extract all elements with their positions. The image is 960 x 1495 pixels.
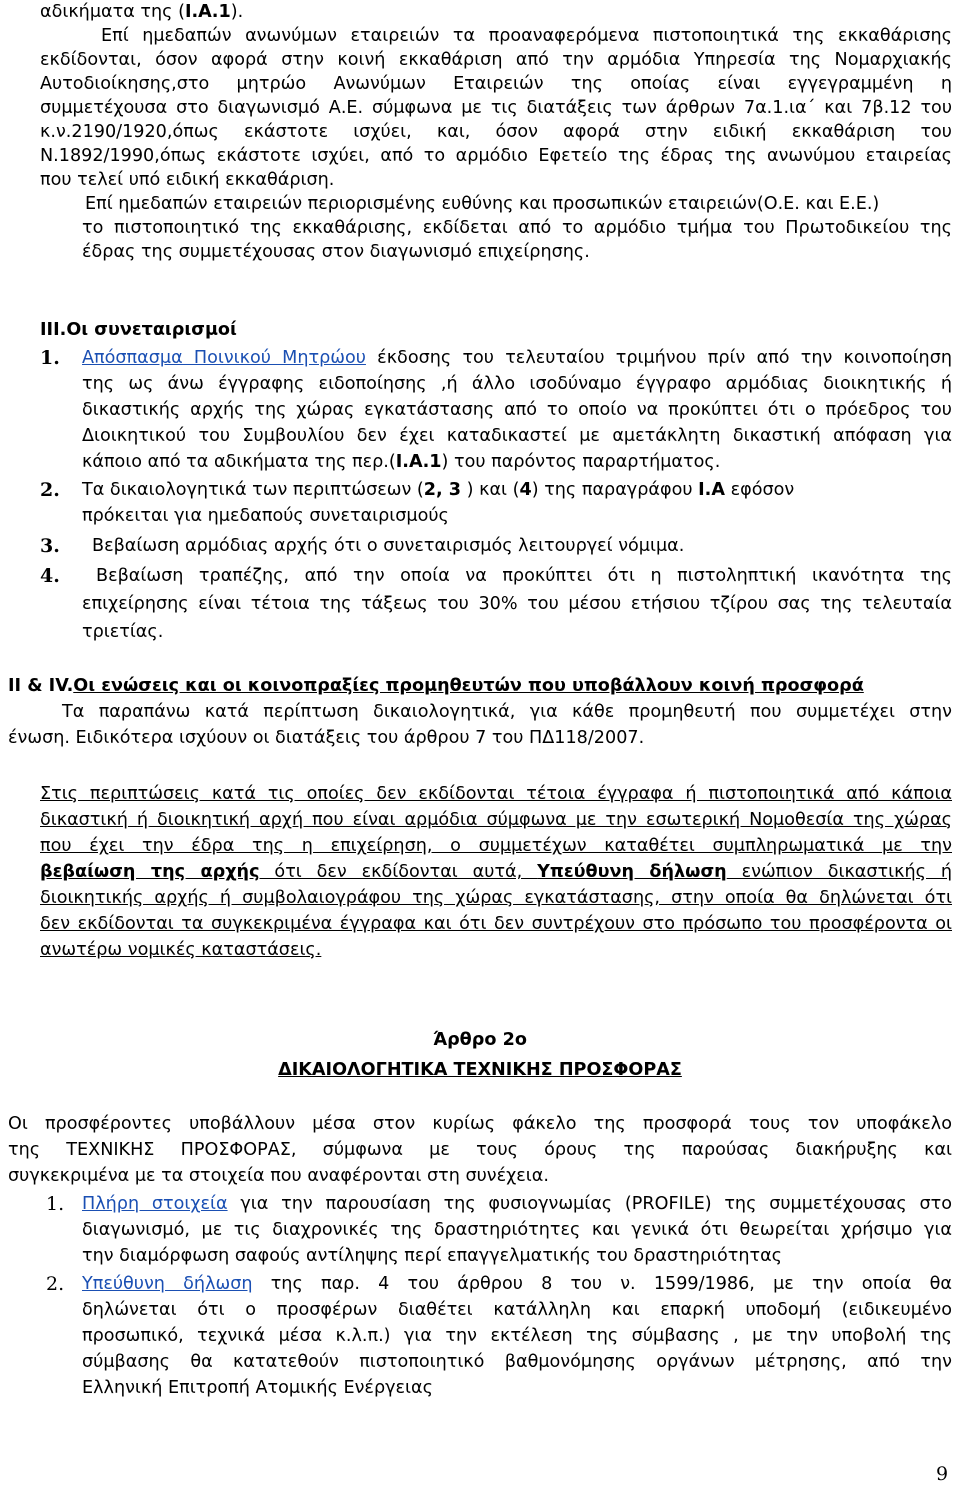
text-line: αδικήματα της (Ι.Α.1). xyxy=(40,2,244,22)
text-line: Τα παραπάνω κατά περίπτωση δικαιολογητικά, για κάθε προμηθευτή που συμμετέχει στην xyxy=(62,702,952,722)
text-line: δεν εκδίδονται τα συγκεκριμένα έγγραφα και ότι δεν συντρέχουν στο πρόσωπο του προσφέροντα οι xyxy=(40,914,952,934)
section-heading: ΙΙ & ΙV.Οι ενώσεις και οι κοινοπραξίες προμηθευτών που υποβάλλουν κοινή προσφορά xyxy=(8,676,864,696)
text-line: που τελεί υπό ειδική εκκαθάριση. xyxy=(40,170,335,190)
page-number: 9 xyxy=(936,1463,949,1485)
text-line: εκδίδονται, όσον αφορά στην κοινή εκκαθάριση από την αρμόδια Υπηρεσία της Νομαρχιακής xyxy=(40,50,952,70)
text-line: Διοικητικού του Συμβουλίου δεν έχει καταδικαστεί με αμετάκλητη δικαστική απόφαση για xyxy=(82,426,952,446)
text-line: Αυτοδιοίκησης,στο μητρώο Ανωνύμων Εταιρειών της οποίας είναι εγγεγραμμένη η xyxy=(40,74,952,94)
text-line: Οι προσφέροντες υποβάλλουν μέσα στον κυρίως φάκελο της προσφορά τους τον υποφάκελο xyxy=(8,1114,952,1134)
text-line: συμμετέχουσα στο διαγωνισμό Α.Ε. σύμφωνα με τις διατάξεις των άρθρων 7α.1.ια΄ και 7β.12 του xyxy=(40,98,952,118)
full-details-link[interactable]: Πλήρη στοιχεία xyxy=(82,1194,228,1214)
text-line: το πιστοποιητικό της εκκαθάρισης, εκδίδεται από το αρμόδιο τμήμα του Πρωτοδικείου της xyxy=(82,218,952,238)
text-line: ένωση. Ειδικότερα ισχύουν οι διατάξεις του άρθρου 7 του ΠΔ118/2007. xyxy=(8,728,645,748)
list-number: 2. xyxy=(40,479,60,501)
section-heading: ΙΙΙ.Οι συνεταιρισμοί xyxy=(40,320,237,340)
text-line: σύμβασης θα κατατεθούν πιστοποιητικό βαθμονόμησης οργάνων μέτρησης, από την xyxy=(82,1352,952,1372)
article-subtitle: ΔΙΚΑΙΟΛΟΓΗΤΙΚΑ ΤΕΧΝΙΚΗΣ ΠΡΟΣΦΟΡΑΣ xyxy=(278,1060,682,1080)
list-number: 3. xyxy=(40,535,60,557)
criminal-record-link[interactable]: Απόσπασμα Ποινικού Μητρώου xyxy=(82,348,366,368)
text-line: τριετίας. xyxy=(82,622,164,642)
text-line: Υπεύθυνη δήλωση της παρ. 4 του άρθρου 8 του ν. 1599/1986, με την οποία θα xyxy=(82,1274,953,1294)
text-line: Ν.1892/1990,όπως εκάστοτε ισχύει, από το αρμόδιο Εφετείο της έδρας της ανωνύμου εταιρείας xyxy=(40,146,952,166)
text-line: Πλήρη στοιχεία για την παρουσίαση της φυσιογνωμίας (PROFILE) της συμμετέχουσας στο xyxy=(82,1194,952,1214)
text-line: της ΤΕΧΝΙΚΗΣ ΠΡΟΣΦΟΡΑΣ, σύμφωνα με τους όρους της παρούσας διακήρυξης και xyxy=(8,1140,952,1160)
article-title: Άρθρο 2ο xyxy=(433,1030,527,1050)
text-line: κάποιο από τα αδικήματα της περ.(Ι.Α.1) του παρόντος παραρτήματος. xyxy=(82,452,721,472)
text-line: Απόσπασμα Ποινικού Μητρώου έκδοσης του τελευταίου τριμήνου πρίν από την κοινοποίηση xyxy=(82,348,952,368)
list-number: 1. xyxy=(40,347,60,369)
text-line: ανωτέρω νομικές καταστάσεις. xyxy=(40,940,322,960)
text-line: Επί ημεδαπών εταιρειών περιορισμένης ευθύνης και προσωπικών εταιρειών(Ο.Ε. και Ε.Ε.) xyxy=(85,194,880,214)
list-number: 4. xyxy=(40,565,60,587)
text-line: δηλώνεται ότι ο προσφέρων διαθέτει κατάλληλη και επαρκή υποδομή (ειδικευμένο xyxy=(82,1300,952,1320)
text-line: δικαστικής αρχής της χώρας εγκατάστασης από το οποίο να προκύπτει ότι ο πρόεδρος του xyxy=(82,400,952,420)
text-line: διαγωνισμό, με τις διαχρονικές της δραστηριότητες και γενικά ότι θεωρείται χρήσιμο για xyxy=(82,1220,952,1240)
text-line: δικαστική ή διοικητική αρχή που είναι αρμόδια σύμφωνα με την εσωτερική Νομοθεσία της χώρας xyxy=(40,810,952,830)
text-line: που έχει την έδρα της η επιχείρηση, ο συμμετέχων καταθέτει συμπληρωματικά με την xyxy=(40,836,952,856)
solemn-declaration-link[interactable]: Υπεύθυνη δήλωση xyxy=(82,1274,253,1294)
text-line: Βεβαίωση τραπέζης, από την οποία να προκύπτει ότι η πιστοληπτική ικανότητα της xyxy=(96,566,952,586)
text-line: Βεβαίωση αρμόδιας αρχής ότι ο συνεταιρισμός λειτουργεί νόμιμα. xyxy=(92,536,685,556)
text-line: Ελληνική Επιτροπή Ατομικής Ενέργειας xyxy=(82,1378,433,1398)
text-line: επιχείρησης είναι τέτοια της τάξεως του 30% του μέσου ετήσιου τζίρου σας της τελευταία xyxy=(82,594,952,614)
list-number: 2. xyxy=(46,1273,65,1295)
text-line: πρόκειται για ημεδαπούς συνεταιρισμούς xyxy=(82,506,449,526)
text-line: Επί ημεδαπών ανωνύμων εταιρειών τα προαναφερόμενα πιστοποιητικά της εκκαθάρισης xyxy=(101,26,952,46)
text-line: κ.ν.2190/1920,όπως εκάστοτε ισχύει, και, όσον αφορά στην ειδική εκκαθάριση του xyxy=(40,122,952,142)
text-line: έδρας της συμμετέχουσας στον διαγωνισμό επιχείρησης. xyxy=(82,242,590,262)
text-line: την διαμόρφωση σαφούς αντίληψης περί επαγγελματικής του δραστηριότητας xyxy=(82,1246,782,1266)
text-line: προσωπικό, τεχνικά μέσα κ.λ.π.) για την εκτέλεση της σύμβασης , με την υποβολή της xyxy=(82,1326,952,1346)
text-line: διοικητικής αρχής ή συμβολαιογράφου της χώρας εγκατάστασης, στην οποία θα δηλώνεται ότι xyxy=(40,888,952,908)
text-line: Στις περιπτώσεις κατά τις οποίες δεν εκδίδονται τέτοια έγγραφα ή πιστοποιητικά από κάποια xyxy=(40,784,952,804)
text-line: Τα δικαιολογητικά των περιπτώσεων (2, 3 ) και (4) της παραγράφου Ι.Α εφόσον xyxy=(82,480,795,500)
list-number: 1. xyxy=(46,1193,65,1215)
text-line: της ως άνω έγγραφης ειδοποίησης ,ή άλλο ισοδύναμο έγγραφο αρμόδιας διοικητικής ή xyxy=(82,374,952,394)
text-line: συγκεκριμένα με τα στοιχεία που αναφέρονται στη συνέχεια. xyxy=(8,1166,549,1186)
text-line: βεβαίωση της αρχής ότι δεν εκδίδονται αυτά, Υπεύθυνη δήλωση ενώπιον δικαστικής ή xyxy=(40,862,953,882)
